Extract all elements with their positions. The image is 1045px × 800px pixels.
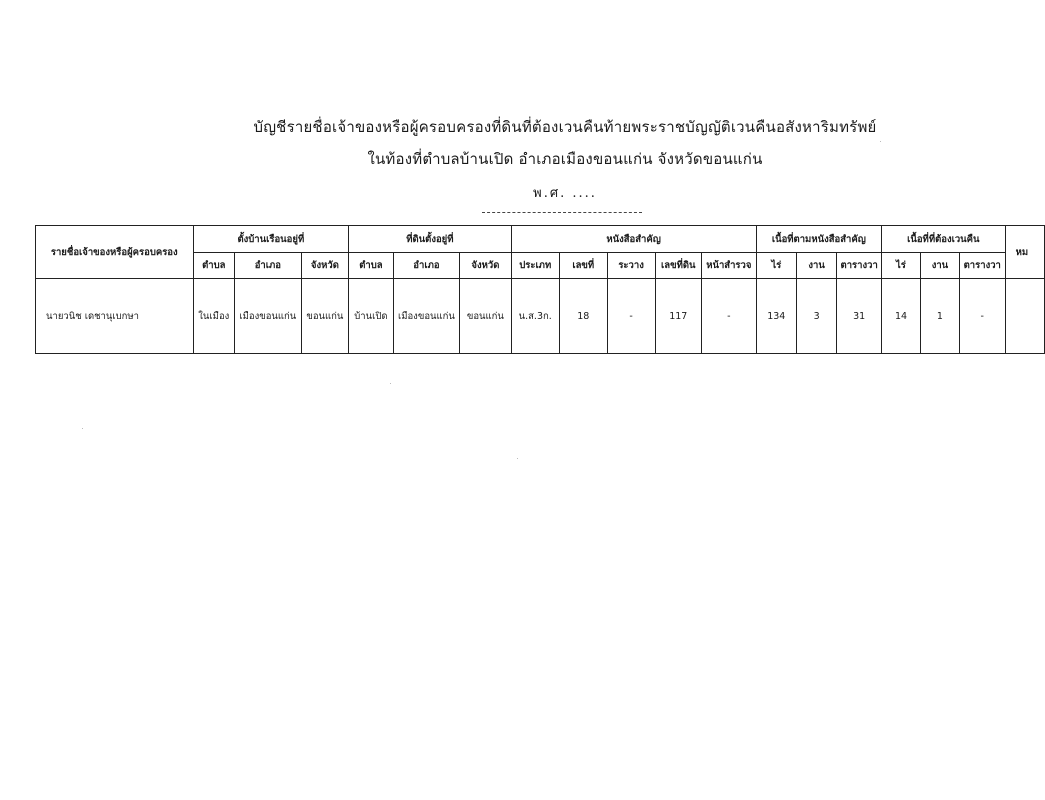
- document-title: บัญชีรายชื่อเจ้าของหรือผู้ครอบครองที่ดินที่ต้องเวนคืนท้ายพระราชบัญญัติเวนคืนอสังหาริมทรัพย์: [253, 118, 877, 136]
- cell-doc-survey-page: -: [702, 279, 757, 354]
- scan-speck: [390, 383, 391, 384]
- header-land-location: ที่ดินตั้งอยู่ที่: [349, 226, 511, 253]
- header-residence: ตั้งบ้านเรือนอยู่ที่: [193, 226, 349, 253]
- scan-speck: [880, 141, 881, 142]
- scan-speck: [82, 428, 83, 429]
- header-res-amphoe: อำเภอ: [235, 253, 302, 279]
- header-area-exp-sqwa: ตารางวา: [959, 253, 1005, 279]
- header-area-doc-sqwa: ตารางวา: [837, 253, 882, 279]
- document-subtitle-location: ในท้องที่ตำบลบ้านเปิด อำเภอเมืองขอนแก่น จังหวัดขอนแก่น: [367, 150, 763, 168]
- scan-speck: [517, 458, 518, 459]
- header-area-doc-rai: ไร่: [756, 253, 796, 279]
- header-doc-survey-page: หน้าสำรวจ: [702, 253, 757, 279]
- cell-area-exp-rai: 14: [882, 279, 921, 354]
- cell-doc-sheet: -: [607, 279, 655, 354]
- header-area-expropriated: เนื้อที่ที่ต้องเวนคืน: [882, 226, 1006, 253]
- cell-doc-number: 18: [559, 279, 607, 354]
- header-land-tambon: ตำบล: [349, 253, 394, 279]
- cell-owner: นายวนิช เดชานุเบกษา: [36, 279, 194, 354]
- header-doc-sheet: ระวาง: [607, 253, 655, 279]
- cell-res-tambon: ในเมือง: [193, 279, 235, 354]
- cell-res-changwat: ขอนแก่น: [301, 279, 349, 354]
- header-area-exp-rai: ไร่: [882, 253, 921, 279]
- header-doc-land-no: เลขที่ดิน: [655, 253, 701, 279]
- cell-land-amphoe: เมืองขอนแก่น: [393, 279, 460, 354]
- header-last-cut: หม: [1005, 226, 1044, 279]
- header-land-amphoe: อำเภอ: [393, 253, 460, 279]
- table-header-row-groups: [36, 226, 1045, 253]
- header-land-changwat: จังหวัด: [460, 253, 511, 279]
- header-res-tambon: ตำบล: [193, 253, 235, 279]
- cell-land-tambon: บ้านเปิด: [349, 279, 394, 354]
- header-document: หนังสือสำคัญ: [511, 226, 756, 253]
- cell-land-changwat: ขอนแก่น: [460, 279, 511, 354]
- header-doc-type: ประเภท: [511, 253, 559, 279]
- header-area-exp-ngan: งาน: [920, 253, 959, 279]
- cell-last-cut: [1005, 279, 1044, 354]
- header-area-by-document: เนื้อที่ตามหนังสือสำคัญ: [756, 226, 881, 253]
- table-row: [36, 279, 1045, 354]
- title-underline: [482, 212, 642, 213]
- document-year: พ.ศ. ....: [533, 186, 597, 201]
- header-res-changwat: จังหวัด: [301, 253, 349, 279]
- header-doc-number: เลขที่: [559, 253, 607, 279]
- cell-area-doc-ngan: 3: [796, 279, 836, 354]
- cell-area-exp-ngan: 1: [920, 279, 959, 354]
- expropriation-table: [35, 225, 1045, 354]
- cell-doc-type: น.ส.3ก.: [511, 279, 559, 354]
- cell-area-doc-rai: 134: [756, 279, 796, 354]
- header-area-doc-ngan: งาน: [796, 253, 836, 279]
- cell-area-exp-sqwa: -: [959, 279, 1005, 354]
- cell-area-doc-sqwa: 31: [837, 279, 882, 354]
- cell-doc-land-no: 117: [655, 279, 701, 354]
- header-owner: รายชื่อเจ้าของหรือผู้ครอบครอง: [36, 226, 194, 279]
- cell-res-amphoe: เมืองขอนแก่น: [235, 279, 302, 354]
